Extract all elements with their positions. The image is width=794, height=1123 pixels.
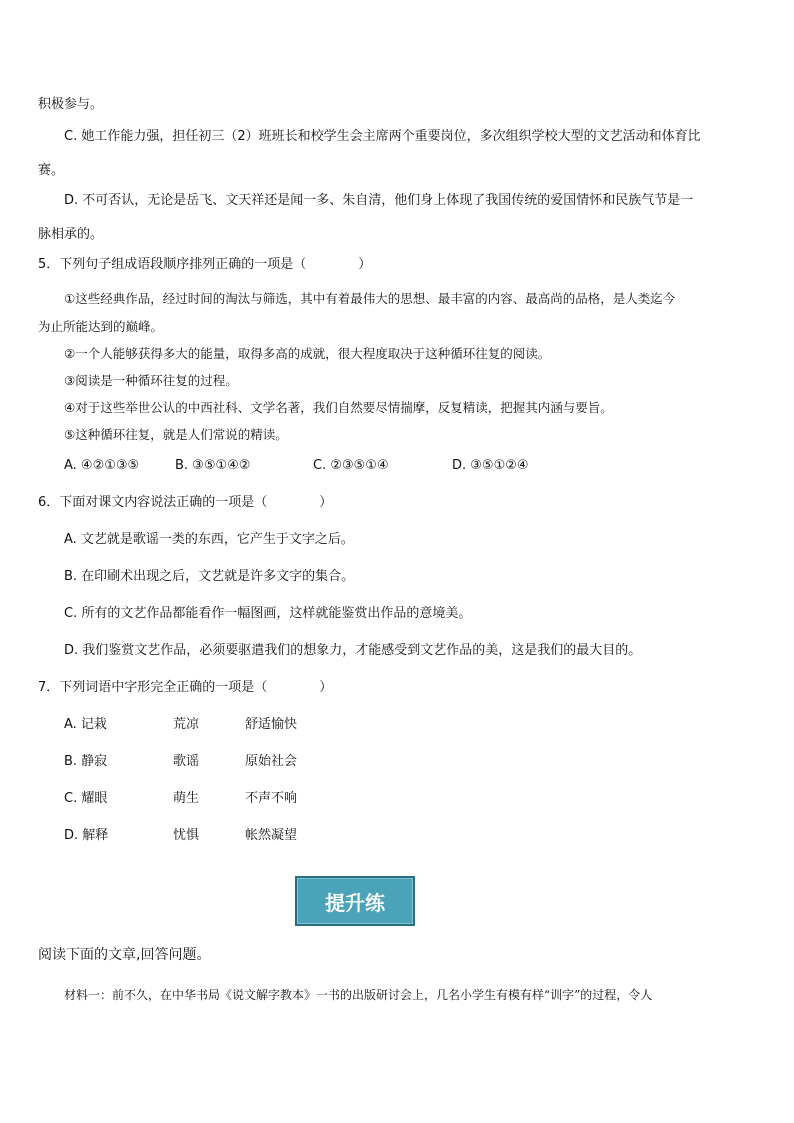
q7-option-d-word2: 忧惧 xyxy=(173,828,200,843)
q7-option-b-word2: 歌谣 xyxy=(173,754,200,769)
q7-option-d-label: D. 解释 xyxy=(64,828,109,843)
q4-option-d-line1: D. 不可否认，无论是岳飞、文天祥还是闻一多、朱自清，他们身上体现了我国传统的爱国情怀和民族气节是一 xyxy=(64,193,694,208)
q4-option-c-line1: C. 她工作能力强，担任初三（2）班班长和校学生会主席两个重要岗位，多次组织学校大型的文艺活动和体育比 xyxy=(64,129,701,144)
reading-intro: 阅读下面的文章,回答问题。 xyxy=(38,947,211,963)
q4-option-d-line2: 脉相承的。 xyxy=(38,227,104,242)
q6-option-a: A. 文艺就是歌谣一类的东西，它产生于文字之后。 xyxy=(64,532,354,547)
q7-option-a-word3: 舒适愉快 xyxy=(245,717,298,732)
q4-option-c-line2: 赛。 xyxy=(38,163,65,178)
q5-sentence-3: ③阅读是一种循环往复的过程。 xyxy=(64,373,238,388)
q7-option-b-label: B. 静寂 xyxy=(64,754,108,769)
q7-option-c-label: C. 耀眼 xyxy=(64,791,108,806)
q7-option-c-word3: 不声不响 xyxy=(245,791,298,806)
q7-option-a-label: A. 记栽 xyxy=(64,717,107,732)
q7-option-a-word2: 荒凉 xyxy=(173,717,200,732)
q6-stem: 6．下面对课文内容说法正确的一项是（ ） xyxy=(38,495,333,510)
q5-sentence-1-line1: ①这些经典作品，经过时间的淘汰与筛选，其中有着最伟大的思想、最丰富的内容、最高尚的品格，是人类迄今 xyxy=(64,291,676,306)
q7-stem: 7．下列词语中字形完全正确的一项是（ ） xyxy=(38,680,333,695)
section-badge: 提升练 xyxy=(295,876,415,926)
q4-tail-text: 积极参与。 xyxy=(38,97,104,112)
q5-sentence-2: ②一个人能够获得多大的能量，取得多高的成就，很大程度取决于这种循环往复的阅读。 xyxy=(64,346,551,361)
q5-stem: 5．下列句子组成语段顺序排列正确的一项是（ ） xyxy=(38,257,372,272)
q5-sentence-5: ⑤这种循环往复，就是人们常说的精读。 xyxy=(64,427,288,442)
q5-option-b: B. ③⑤①④② xyxy=(175,458,251,473)
q7-option-b-word3: 原始社会 xyxy=(245,754,298,769)
material-1-text: 材料一：前不久，在中华书局《说文解字教本》一书的出版研讨会上，几名小学生有模有样“训字”的过程，令人 xyxy=(64,988,653,1002)
q5-sentence-4: ④对于这些举世公认的中西社科、文学名著，我们自然要尽情揣摩，反复精读，把握其内涵与要旨。 xyxy=(64,400,613,415)
q7-option-d-word3: 帐然凝望 xyxy=(245,828,298,843)
q7-option-c-word2: 萌生 xyxy=(173,791,200,806)
q6-option-d: D. 我们鉴赏文艺作品，必须要驱遣我们的想象力，才能感受到文艺作品的美，这是我们的最大目的。 xyxy=(64,643,642,658)
q5-option-c: C. ②③⑤①④ xyxy=(313,458,389,473)
q5-sentence-1-line2: 为止所能达到的巅峰。 xyxy=(38,319,164,334)
q6-option-b: B. 在印刷术出现之后，文艺就是许多文字的集合。 xyxy=(64,569,355,584)
q5-option-a: A. ④②①③⑤ xyxy=(64,458,140,473)
q5-option-d: D. ③⑤①②④ xyxy=(452,458,529,473)
q6-option-c: C. 所有的文艺作品都能看作一幅图画，这样就能鉴赏出作品的意境美。 xyxy=(64,606,472,621)
